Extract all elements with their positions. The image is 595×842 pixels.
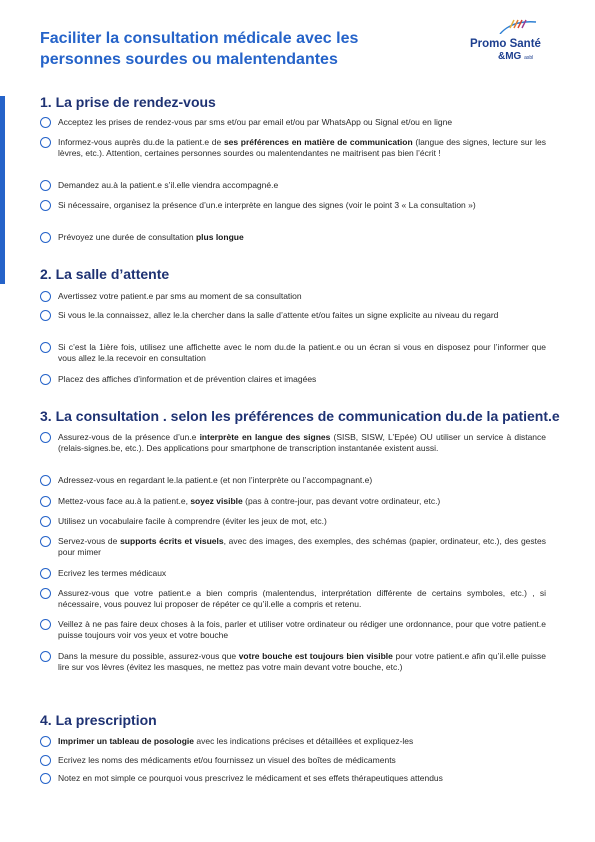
checklist-item [40,588,546,610]
checklist-item-text: Si nécessaire, organisez la présence d’un.e interprète en langue des signes (voir le point 3 « La consultation ») [58,200,476,210]
checklist-item-text: Servez-vous de supports écrits et visuels, avec des images, des exemples, des schémas (papier, ordinateur, etc.), des gestes pour mimer [58,536,546,557]
checklist-item [40,291,546,302]
checklist-item [40,736,546,747]
checklist-item [40,374,546,385]
check-circle-icon[interactable] [40,736,51,747]
check-circle-icon[interactable] [40,200,51,211]
check-circle-icon[interactable] [40,374,51,385]
checklist-item [40,342,546,364]
check-circle-icon[interactable] [40,291,51,302]
promo-sante-logo [462,18,562,64]
checklist-item [40,432,546,454]
section-title-salle-attente: 2. La salle d’attente [40,266,170,282]
checklist-item-text: Assurez-vous que votre patient.e a bien compris (malentendus, interprétation différente de certains symboles, etc.) , si nécessaire, vous pouvez lui proposer de répéter ce qu’il.elle a compris et retenu. [58,588,546,609]
checklist-item-text: Demandez au.à la patient.e s’il.elle viendra accompagné.e [58,180,279,190]
checklist-item-text: Avertissez votre patient.e par sms au moment de sa consultation [58,291,302,301]
check-circle-icon[interactable] [40,619,51,630]
checklist-item-text: Si vous le.la connaissez, allez le.la chercher dans la salle d’attente et/ou faites un signe explicite au niveau du regard [58,310,499,320]
section-title-consultation: 3. La consultation . selon les préférences de communication du.de la patient.e [40,408,560,424]
checklist-item-text: Dans la mesure du possible, assurez-vous que votre bouche est toujours bien visible pour votre patient.e afin qu’il.elle puisse lire sur vos lèvres (évitez les masques, ne mettez pas votre main devant votre bouche, etc.) [58,651,546,672]
check-circle-icon[interactable] [40,496,51,507]
checklist-item [40,180,546,191]
checklist-item-text: Imprimer un tableau de posologie avec les indications précises et détaillées et expliquez-les [58,736,414,746]
logo-subtitle: &MG asbl [498,51,534,62]
checklist-item-text: Placez des affiches d’information et de prévention claires et imagées [58,374,317,384]
check-circle-icon[interactable] [40,773,51,784]
checklist-item [40,137,546,159]
checklist-item-text: Assurez-vous de la présence d’un.e interprète en langue des signes (SISB, SISW, L’Epée) OU utiliser un service à distance (relais-signes.be, etc.). Des applications pour smartphone de transcription instantanée existent aussi. [58,432,547,453]
side-accent-bar [0,96,5,284]
check-circle-icon[interactable] [40,180,51,191]
check-circle-icon[interactable] [40,651,51,662]
check-circle-icon[interactable] [40,342,51,353]
checklist-item [40,117,546,128]
checklist-item [40,651,546,673]
check-circle-icon[interactable] [40,137,51,148]
section-title-rendez-vous: 1. La prise de rendez-vous [40,94,216,110]
checklist-item-text: Informez-vous auprès du.de la patient.e de ses préférences en matière de communication (langue des signes, lecture sur les lèvres, etc.). Attention, certaines personnes sourdes ou malentendantes ne maitrisent pas bien l’écrit ! [58,137,546,158]
checklist-item [40,200,546,211]
checklist-item [40,516,546,527]
check-circle-icon[interactable] [40,117,51,128]
checklist-item [40,232,546,243]
check-circle-icon[interactable] [40,588,51,599]
check-circle-icon[interactable] [40,755,51,766]
check-circle-icon[interactable] [40,432,51,443]
checklist-item-text: Si c’est la 1ière fois, utilisez une affichette avec le nom du.de la patient.e ou un écran si vous en disposez pour l’informer que vous allez le.la recevoir en consultation [58,342,546,363]
checklist-item [40,310,546,321]
checklist-item-text: Mettez-vous face au.à la patient.e, soyez visible (pas à contre-jour, pas devant votre ordinateur, etc.) [58,496,441,506]
checklist-item-text: Veillez à ne pas faire deux choses à la fois, parler et utiliser votre ordinateur ou rédiger une ordonnance, pour que votre patient.e puisse toujours voir vos yeux et votre bouche [58,619,546,640]
checklist-item [40,619,546,641]
check-circle-icon[interactable] [40,475,51,486]
check-circle-icon[interactable] [40,536,51,547]
checklist-item [40,568,546,579]
checklist-item [40,773,546,784]
checklist-item-text: Prévoyez une durée de consultation plus longue [58,232,244,242]
checklist-item [40,475,546,486]
checklist-item-text: Ecrivez les termes médicaux [58,568,167,578]
checklist-item-text: Acceptez les prises de rendez-vous par sms et/ou par email et/ou par WhatsApp ou Signal et/ou en ligne [58,117,453,127]
check-circle-icon[interactable] [40,232,51,243]
check-circle-icon[interactable] [40,310,51,321]
section-title-prescription: 4. La prescription [40,712,157,728]
checklist-item-text: Notez en mot simple ce pourquoi vous prescrivez le médicament et ses effets thérapeutiques attendus [58,773,443,783]
checklist-item [40,496,546,507]
logo-stripes-icon [498,18,538,34]
checklist-item-text: Adressez-vous en regardant le.la patient.e (et non l’interprète ou l’accompagnant.e) [58,475,373,485]
check-circle-icon[interactable] [40,568,51,579]
checklist-item-text: Utilisez un vocabulaire facile à comprendre (éviter les jeux de mot, etc.) [58,516,327,526]
checklist-item [40,536,546,558]
checklist-item [40,755,546,766]
checklist-item-text: Ecrivez les noms des médicaments et/ou fournissez un visuel des boîtes de médicaments [58,755,396,765]
page-title: Faciliter la consultation médicale avec les personnes sourdes ou malentendantes [40,30,359,68]
logo-name: Promo Santé [470,38,541,50]
check-circle-icon[interactable] [40,516,51,527]
